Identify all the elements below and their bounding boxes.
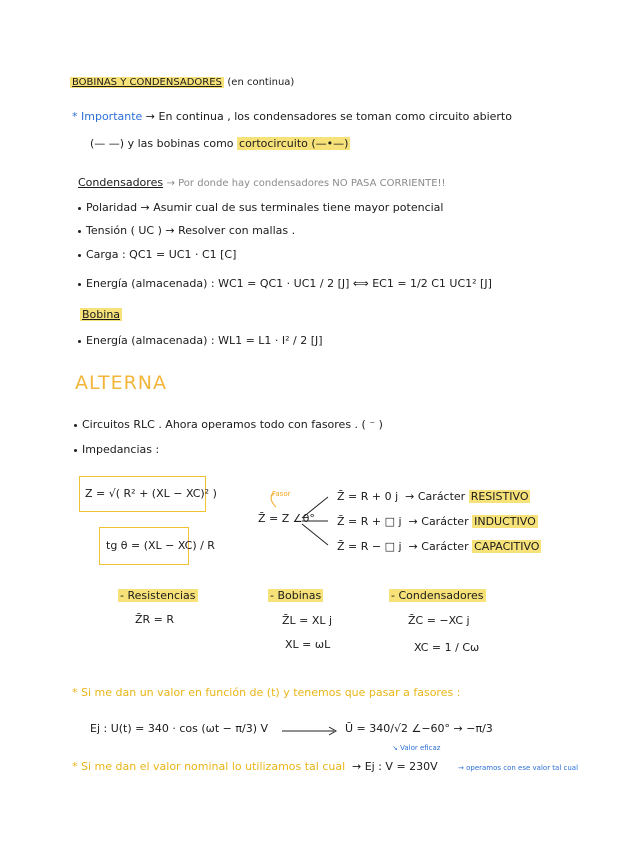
important-label: * Importante — [72, 110, 143, 123]
cond-heading-line — [78, 176, 446, 189]
branch-row-2: Z̄ = R − □ j → Carácter CAPACITIVO — [337, 540, 540, 553]
col-bobinas-heading: - Bobinas — [270, 589, 322, 602]
branch-row-1: Z̄ = R + □ j → Carácter INDUCTIVO — [337, 515, 536, 528]
important-line-1 — [72, 110, 512, 123]
example-2-note: → operamos con ese valor tal cual — [458, 764, 579, 772]
cond-item-2: Carga : QC1 = UC1 · C1 [C] — [78, 248, 236, 261]
long-arrow — [280, 726, 340, 736]
important-text-2b: cortocircuito (—•—) — [239, 137, 349, 150]
col-condensadores-line-0: Z̄C = −XC j — [408, 614, 470, 627]
bobina-heading: Bobina — [82, 308, 121, 321]
tipo-inductivo: INDUCTIVO — [474, 515, 536, 528]
col-condensadores-line-1: XC = 1 / Cω — [414, 641, 480, 654]
title-line — [70, 75, 294, 88]
cond-item-0: Polaridad → Asumir cual de sus terminales tiene mayor potencial — [78, 201, 443, 214]
page-title: BOBINAS Y CONDENSADORES — [72, 77, 222, 88]
alterna-item-0: Circuitos RLC . Ahora operamos todo con fasores . ( ⁻ ) — [74, 418, 383, 431]
important-text-1: → En continua , los condensadores se toman como circuito abierto — [145, 110, 512, 123]
alterna-heading: ALTERNA — [75, 372, 167, 394]
cond-note: → Por donde hay condensadores NO PASA CORRIENTE!! — [166, 178, 446, 189]
col-resistencias-line-0: Z̄R = R — [135, 613, 175, 626]
cond-heading: Condensadores — [78, 176, 164, 189]
tipo-resistivo: RESISTIVO — [470, 490, 529, 503]
bobina-heading-line — [80, 308, 122, 321]
note-1: * Si me dan un valor en función de (t) y tenemos que pasar a fasores : — [72, 686, 461, 699]
cond-item-3: Energía (almacenada) : WC1 = QC1 · UC1 / 2 [J] ⟺ EC1 = 1/2 C1 UC1² [J] — [78, 277, 492, 290]
formula-tg: tg θ = (XL − XC) / R — [106, 539, 215, 552]
alterna-item-1: Impedancias : — [74, 443, 159, 456]
col-bobinas-line-0: Z̄L = XL j — [282, 614, 333, 627]
col-condensadores-heading: - Condensadores — [391, 589, 484, 602]
valor-eficaz: ↘ Valor eficaz — [392, 744, 441, 752]
note-2: * Si me dan el valor nominal lo utilizamos tal cual — [72, 760, 346, 773]
result-1: Ū = 340/√2 ∠−60° → −π/3 — [345, 722, 493, 735]
branch-row-0: Z̄ = R + 0 j → Carácter RESISTIVO — [337, 490, 529, 503]
z-expression: Z̄ = Z ∠θ° — [258, 512, 315, 525]
example-1: Ej : U(t) = 340 · cos (ωt − π/3) V — [90, 722, 269, 735]
bobina-item: Energía (almacenada) : WL1 = L1 · I² / 2 [J] — [78, 334, 323, 347]
important-line-2 — [90, 137, 350, 150]
fasor-label: Fasor — [272, 490, 291, 498]
example-2: → Ej : V = 230V — [352, 760, 438, 773]
tipo-capacitivo: CAPACITIVO — [474, 540, 540, 553]
important-text-2a: (— —) y las bobinas como — [90, 137, 234, 150]
col-bobinas-line-1: XL = ωL — [285, 638, 331, 651]
formula-z: Z = √( R² + (XL − XC)² ) — [85, 487, 217, 500]
title-suffix: (en continua) — [227, 77, 295, 88]
cond-item-1: Tensión ( UC ) → Resolver con mallas . — [78, 224, 295, 237]
col-resistencias-heading: - Resistencias — [120, 589, 196, 602]
